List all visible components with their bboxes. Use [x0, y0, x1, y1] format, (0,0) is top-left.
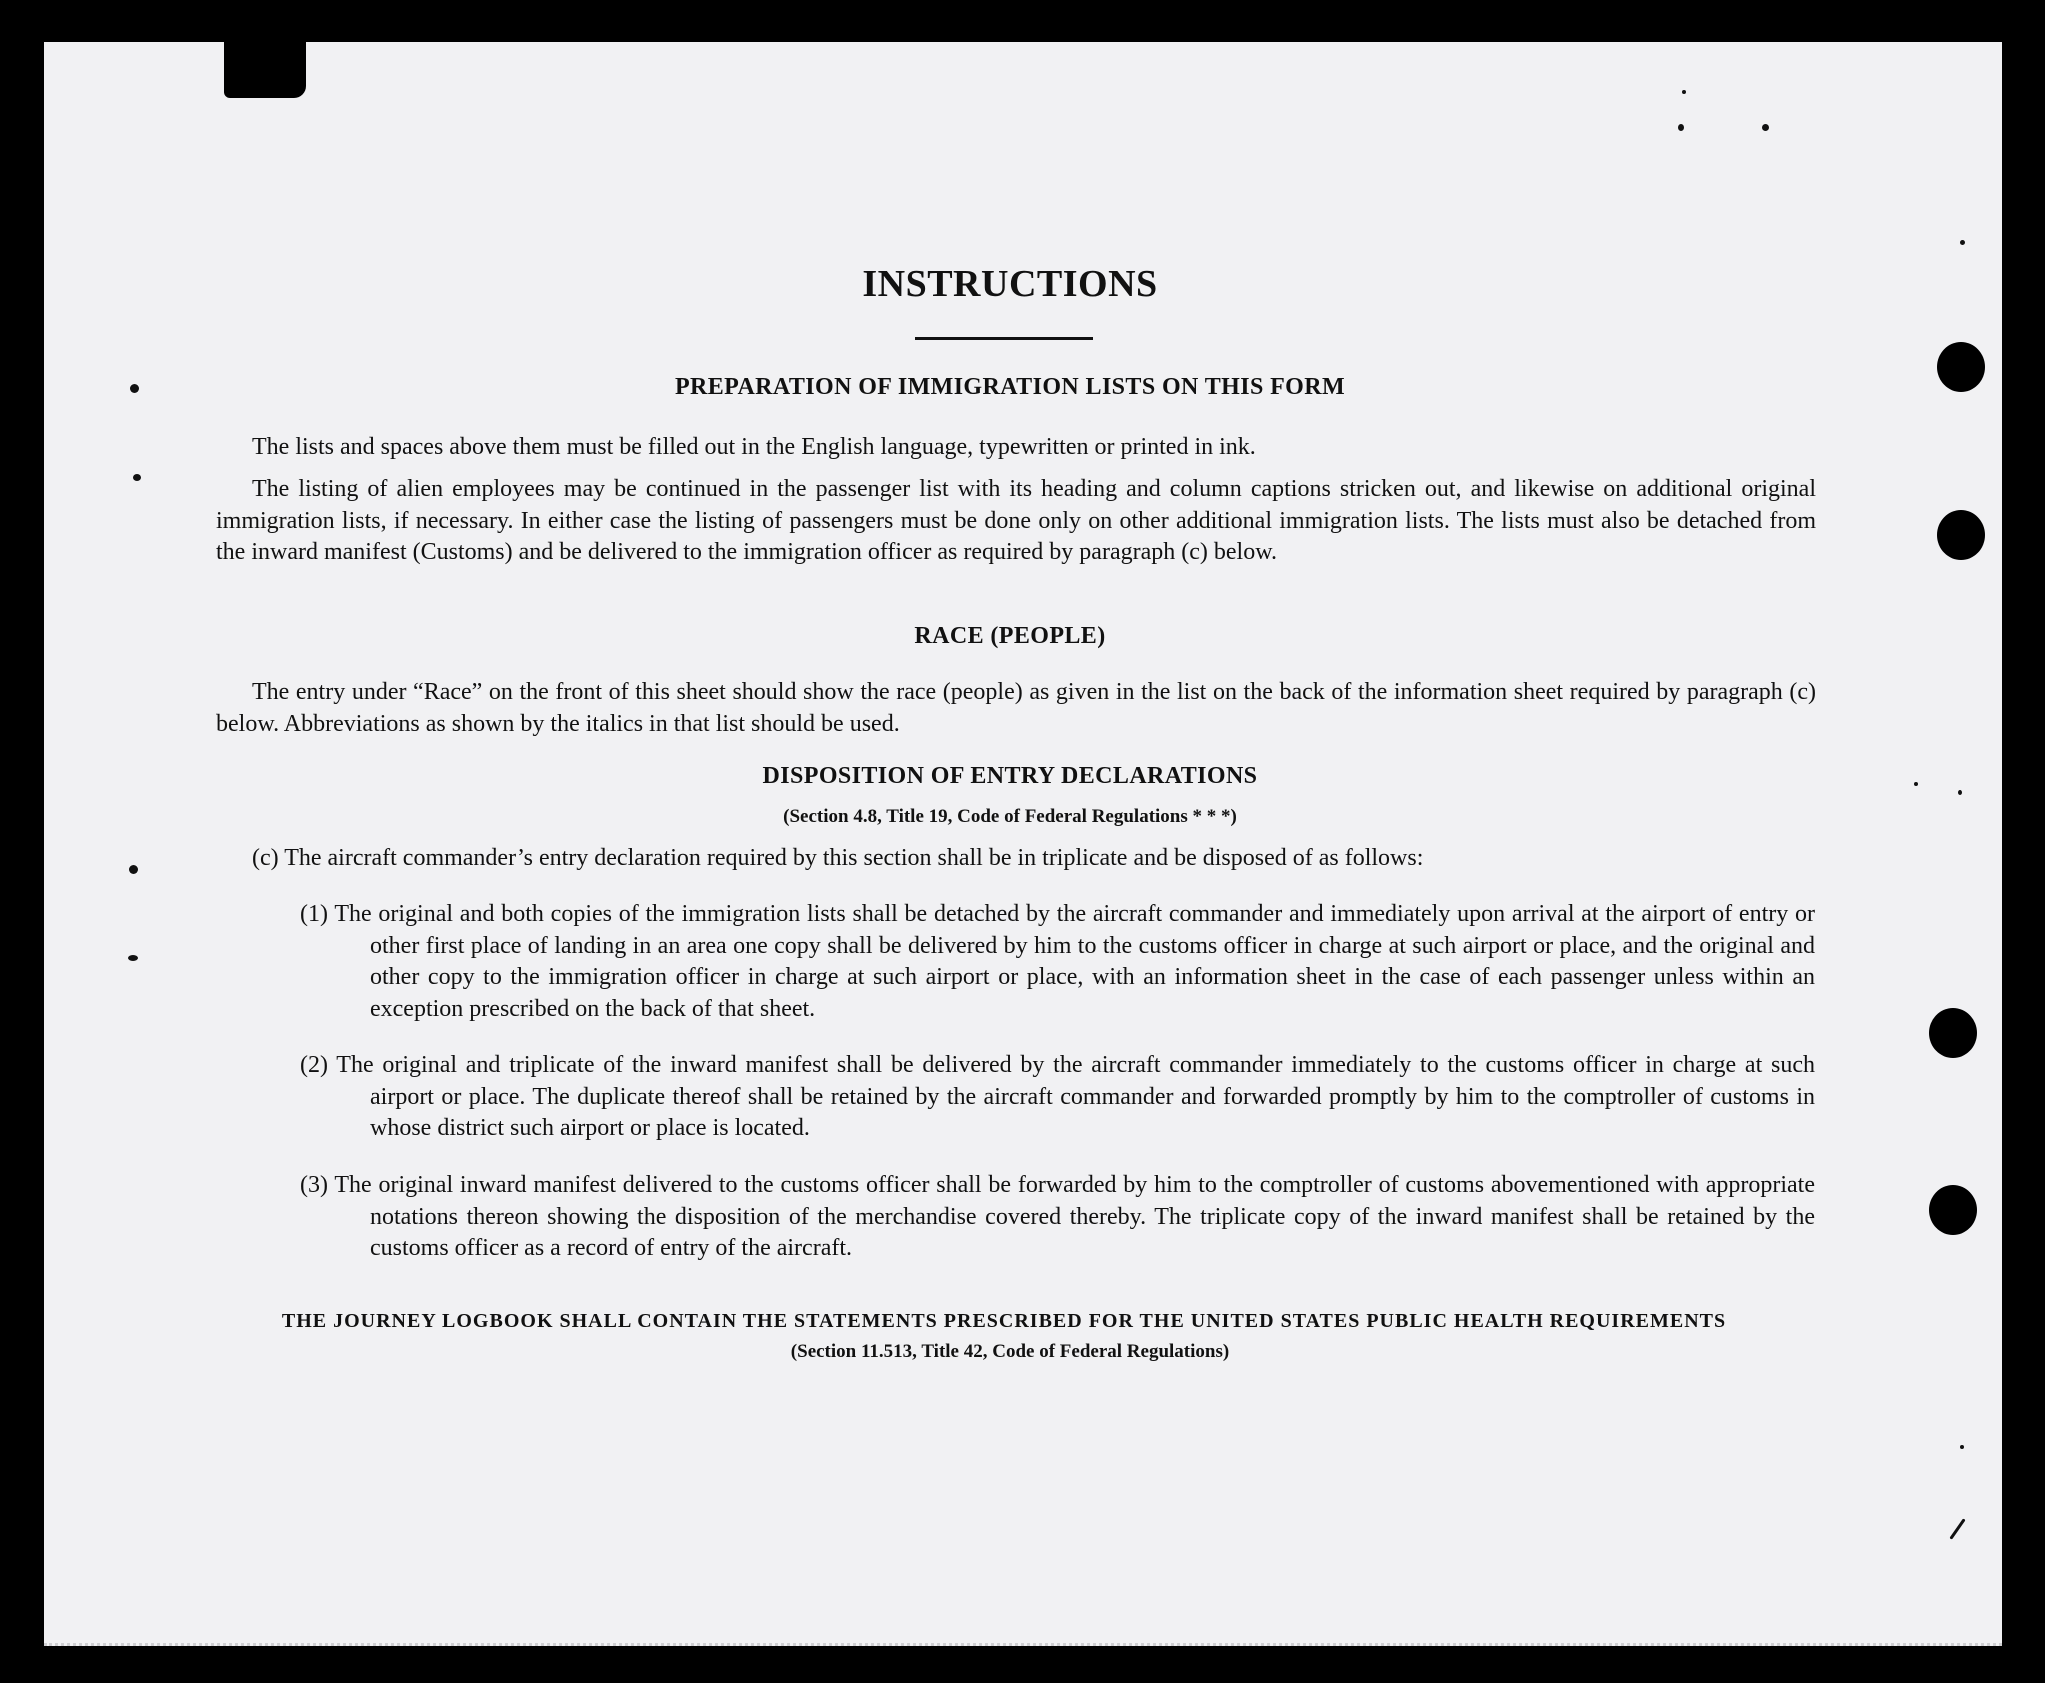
preparation-heading: PREPARATION OF IMMIGRATION LISTS ON THIS FORM	[674, 374, 1346, 400]
race-heading: RACE (PEOPLE)	[914, 623, 1106, 649]
disposition-item-3: (3) The original inward manifest delivered to the customs officer shall be forwarded by him to the comptroller of customs abovementioned with appropriate notations thereon showing the disposition of the merchandise covered thereby. The triplicate copy of the inward manifest shall be retained by the customs officer as a record of entry of the aircraft.	[300, 1172, 1815, 1261]
race-paragraph: The entry under “Race” on the front of this sheet should show the race (people) as given in the list on the back of the information sheet required by paragraph (c) below. Abbreviations as shown by the italics in that list should be used.	[216, 679, 1816, 737]
preparation-paragraph-1: The lists and spaces above them must be filled out in the English language, typewritten or printed in ink.	[252, 434, 1256, 460]
title-rule	[915, 337, 1093, 340]
footer-citation: (Section 11.513, Title 42, Code of Federal Regulations)	[790, 1341, 1230, 1362]
disposition-intro: (c) The aircraft commander’s entry declaration required by this section shall be in triplicate and be disposed of as follows:	[252, 845, 1424, 871]
disposition-citation: (Section 4.8, Title 19, Code of Federal Regulations * * *)	[783, 806, 1237, 827]
footer-statement: THE JOURNEY LOGBOOK SHALL CONTAIN THE STATEMENTS PRESCRIBED FOR THE UNITED STATES PUBLIC HEALTH REQUIREMENTS	[281, 1310, 1727, 1332]
disposition-item-2: (2) The original and triplicate of the inward manifest shall be delivered by the aircraft commander immediately to the customs officer in charge at such airport or place. The duplicate thereof shall be retained by the aircraft commander and forwarded promptly by him to the comptroller of customs in whose district such airport or place is located.	[300, 1052, 1815, 1141]
preparation-paragraph-2: The listing of alien employees may be continued in the passenger list with its heading and column captions stricken out, and likewise on additional original immigration lists, if necessary. In either case the listing of passengers must be done only on other additional immigration lists. The lists must also be detached from the inward manifest (Customs) and be delivered to the immigration officer as required by paragraph (c) below.	[216, 476, 1816, 565]
disposition-item-1: (1) The original and both copies of the immigration lists shall be detached by the aircraft commander and immediately upon arrival at the airport of entry or other first place of landing in an area one copy shall be delivered by him to the customs officer in charge at such airport or place, and the original and other copy to the immigration officer in charge at such airport or place, with an information sheet in the case of each passenger unless within an exception prescribed on the back of that sheet.	[300, 901, 1815, 1022]
disposition-heading: DISPOSITION OF ENTRY DECLARATIONS	[762, 763, 1258, 789]
document-title: INSTRUCTIONS	[862, 263, 1158, 305]
